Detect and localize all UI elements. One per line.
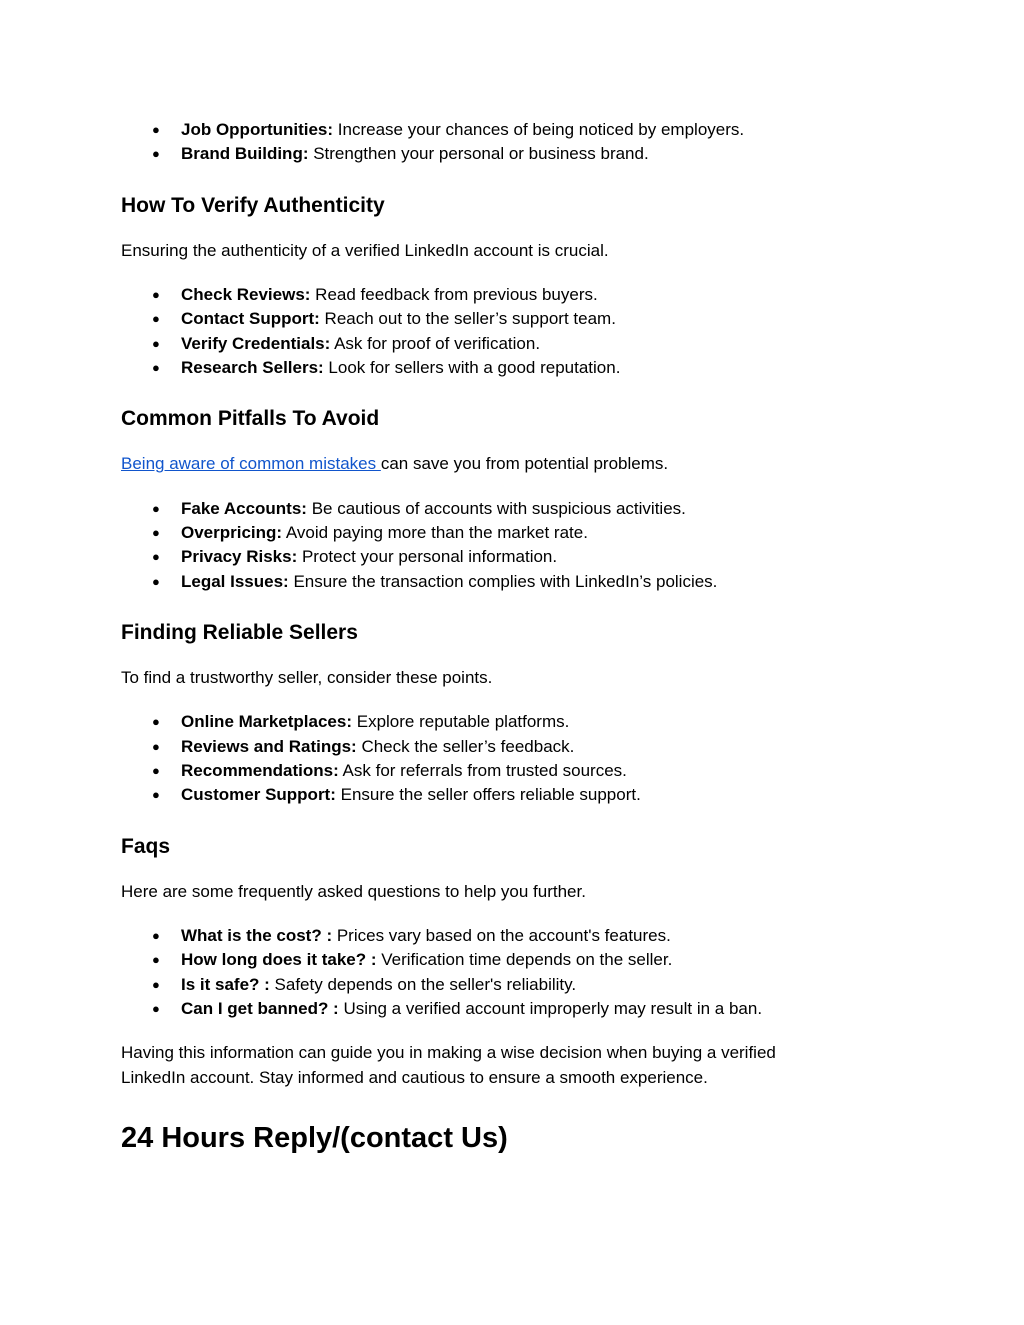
bullet-icon: ● — [152, 714, 160, 730]
list-item — [121, 570, 881, 594]
list-item-desc: Using a verified account improperly may result in a ban. — [338, 999, 763, 1019]
list-item — [121, 735, 881, 759]
pitfalls-list — [121, 497, 881, 594]
list-item-desc: Ensure the transaction complies with LinkedIn’s policies. — [288, 571, 718, 591]
bullet-icon: ● — [152, 787, 160, 803]
list-item — [121, 497, 881, 521]
list-item — [121, 142, 881, 166]
bullet-icon: ● — [152, 311, 160, 327]
list-item — [121, 283, 881, 307]
bullet-icon: ● — [152, 928, 160, 944]
list-item-term: Can I get banned? : — [181, 999, 339, 1019]
list-item — [121, 973, 881, 997]
list-item-desc: Read feedback from previous buyers. — [310, 285, 598, 305]
list-item-desc: Reach out to the seller’s support team. — [319, 309, 616, 329]
list-item — [121, 307, 881, 331]
list-item-term: Verify Credentials: — [181, 333, 331, 353]
list-item-desc: Explore reputable platforms. — [352, 712, 570, 732]
list-item-desc: Protect your personal information. — [297, 547, 558, 567]
list-item — [121, 545, 881, 569]
section-intro-faqs: Here are some frequently asked questions to help you further. — [121, 881, 586, 901]
contact-heading: 24 Hours Reply/(contact Us) — [121, 1122, 508, 1155]
list-item-desc: Ask for referrals from trusted sources. — [338, 761, 627, 781]
list-item-term: Overpricing: — [181, 523, 283, 543]
closing-paragraph: Having this information can guide you in making a wise decision when buying a verified LinkedIn account. Stay informed and cautious to ensure a smooth experience. — [121, 1043, 776, 1087]
list-item-term: What is the cost? : — [181, 926, 333, 946]
section-heading-pitfalls: Common Pitfalls To Avoid — [121, 407, 380, 431]
list-item-desc: Look for sellers with a good reputation. — [323, 357, 621, 377]
bullet-icon: ● — [152, 1001, 160, 1017]
document-content — [121, 118, 881, 1156]
list-item-term: Check Reviews: — [181, 285, 311, 305]
list-item-term: Job Opportunities: — [181, 120, 334, 139]
bullet-icon: ● — [152, 146, 160, 162]
list-item-term: Reviews and Ratings: — [181, 736, 357, 756]
list-item — [121, 924, 881, 948]
verify-list — [121, 283, 881, 380]
bullet-icon: ● — [152, 738, 160, 754]
section-intro-sellers: To find a trustworthy seller, consider these points. — [121, 667, 493, 687]
list-item-term: How long does it take? : — [181, 950, 377, 970]
list-item-desc: Verification time depends on the seller. — [376, 950, 673, 970]
list-item-desc: Safety depends on the seller's reliability. — [269, 974, 577, 994]
list-item-desc: Ensure the seller offers reliable support. — [335, 785, 641, 805]
list-item — [121, 356, 881, 380]
list-item-term: Online Marketplaces: — [181, 712, 353, 732]
list-item — [121, 783, 881, 807]
bullet-icon: ● — [152, 359, 160, 375]
common-mistakes-link[interactable]: Being aware of common mistakes — [121, 454, 381, 474]
bullet-icon: ● — [152, 335, 160, 351]
list-item-desc: Increase your chances of being noticed by employers. — [333, 120, 745, 139]
list-item — [121, 118, 881, 142]
section-intro-verify: Ensuring the authenticity of a verified LinkedIn account is crucial. — [121, 240, 609, 260]
list-item — [121, 948, 881, 972]
list-item — [121, 759, 881, 783]
list-item-term: Contact Support: — [181, 309, 320, 329]
list-item-term: Recommendations: — [181, 761, 339, 781]
bullet-icon: ● — [152, 549, 160, 565]
bullet-icon: ● — [152, 525, 160, 541]
faqs-list — [121, 924, 881, 1021]
benefits-list — [121, 118, 881, 167]
list-item — [121, 332, 881, 356]
list-item-term: Fake Accounts: — [181, 498, 307, 518]
bullet-icon: ● — [152, 573, 160, 589]
list-item-term: Customer Support: — [181, 785, 336, 805]
bullet-icon: ● — [152, 122, 160, 137]
bullet-icon: ● — [152, 763, 160, 779]
list-item-term: Research Sellers: — [181, 357, 324, 377]
list-item-term: Privacy Risks: — [181, 547, 298, 567]
list-item-desc: Be cautious of accounts with suspicious activities. — [306, 498, 686, 518]
list-item-desc: Prices vary based on the account's features. — [332, 926, 671, 946]
list-item-term: Legal Issues: — [181, 571, 289, 591]
list-item — [121, 710, 881, 734]
bullet-icon: ● — [152, 952, 160, 968]
section-intro-text: can save you from potential problems. — [380, 454, 669, 474]
list-item — [121, 521, 881, 545]
list-item-desc: Ask for proof of verification. — [330, 333, 541, 353]
list-item-desc: Avoid paying more than the market rate. — [282, 523, 588, 543]
section-heading-faqs: Faqs — [121, 834, 171, 858]
list-item-term: Is it safe? : — [181, 974, 270, 994]
section-heading-verify: How To Verify Authenticity — [121, 193, 385, 217]
bullet-icon: ● — [152, 287, 160, 303]
bullet-icon: ● — [152, 500, 160, 516]
list-item-desc: Check the seller’s feedback. — [356, 736, 575, 756]
section-heading-sellers: Finding Reliable Sellers — [121, 620, 358, 644]
list-item-desc: Strengthen your personal or business brand. — [308, 144, 649, 164]
list-item-term: Brand Building: — [181, 144, 309, 164]
sellers-list — [121, 710, 881, 807]
list-item — [121, 997, 881, 1021]
section-intro-pitfalls — [121, 452, 881, 477]
bullet-icon: ● — [152, 976, 160, 992]
